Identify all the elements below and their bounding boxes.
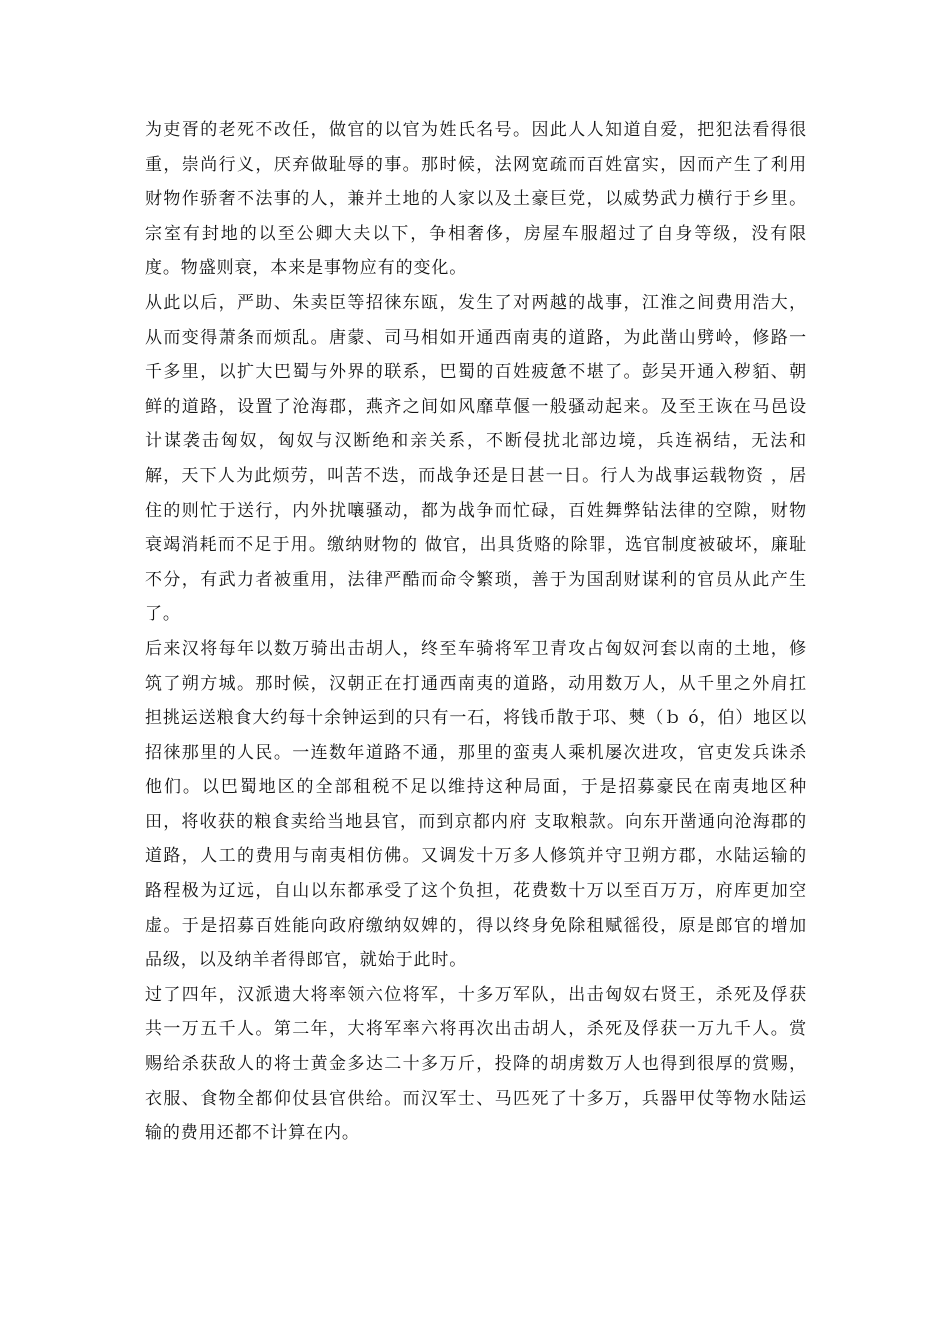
paragraph-1: 为吏胥的老死不改任，做官的以官为姓氏名号。因此人人知道自爱，把犯法看得很重，崇尚行义，厌弃做耻辱的事。那时候，法网宽疏而百姓富实，因而产生了利用财物作骄奢不法事的人，兼并土地的人家以及土豪巨党，以威势武力横行于乡里。宗室有封地的以至公卿大夫以下，争相奢侈，房屋车服超过了自身等级，没有限度。物盛则衰，本来是事物应有的变化。: [145, 120, 807, 279]
paragraph-2: 从此以后，严助、朱卖臣等招徕东瓯，发生了对两越的战事，江淮之间费用浩大，从而变得萧条而烦乱。唐蒙、司马相如开通西南夷的道路，为此凿山劈岭，修路一千多里，以扩大巴蜀与外界的联系，巴蜀的百姓疲惫不堪了。彭吴开通入秽貊、朝鲜的道路，设置了沧海郡，燕齐之间如风靡草偃一般骚动起来。及至王诙在马邑设计谋袭击匈奴，匈奴与汉断绝和亲关系，不断侵扰北部边境，兵连祸结，无法和解，天下人为此烦劳，叫苦不迭，而战争还是日甚一日。行人为战事运载物资 ，居住的则忙于送行，内外扰嚷骚动，都为战争而忙碌，百姓舞弊钻法律的空隙，财物衰竭消耗而不足于用。缴纳财物的 做官，出具货赂的除罪，选官制度被破坏，廉耻不分，有武力者被重用，法律严酷而命令繁琐，善于为国刮财谋利的官员从此产生了。: [145, 292, 807, 625]
document-body: [145, 113, 807, 1151]
paragraph-3: 后来汉将每年以数万骑出击胡人，终至车骑将军卫青攻占匈奴河套以南的土地，修筑了朔方城。那时候，汉朝正在打通西南夷的道路，动用数万人，从千里之外肩扛担挑运送粮食大约每十余钟运到的只有一石，将钱币散于邛、僰（ｂ ó，伯）地区以招徕那里的人民。一连数年道路不通，那里的蛮夷人乘机屡次进攻，官吏发兵诛杀他们。以巴蜀地区的全部租税不足以维持这种局面，于是招募豪民在南夷地区种田，将收获的粮食卖给当地县官，而到京都内府 支取粮款。向东开凿通向沧海郡的道路，人工的费用与南夷相仿佛。又调发十万多人修筑并守卫朔方郡，水陆运输的路程极为辽远，自山以东都承受了这个负担，花费数十万以至百万万，府库更加空虚。于是招募百姓能向政府缴纳奴婢的，得以终身免除租赋徭役，原是郎官的增加品级，以及纳羊者得郎官，就始于此时。: [145, 638, 807, 971]
paragraph-4: 过了四年，汉派遗大将率领六位将军，十多万军队，出击匈奴右贤王，杀死及俘获共一万五千人。第二年，大将军率六将再次出击胡人，杀死及俘获一万九千人。赏赐给杀获敌人的将士黄金多达二十多万斤，投降的胡虏数万人也得到很厚的赏赐，衣服、食物全都仰仗县官供给。而汉军士、马匹死了十多万，兵器甲仗等物水陆运输的费用还都不计算在内。: [145, 984, 807, 1144]
